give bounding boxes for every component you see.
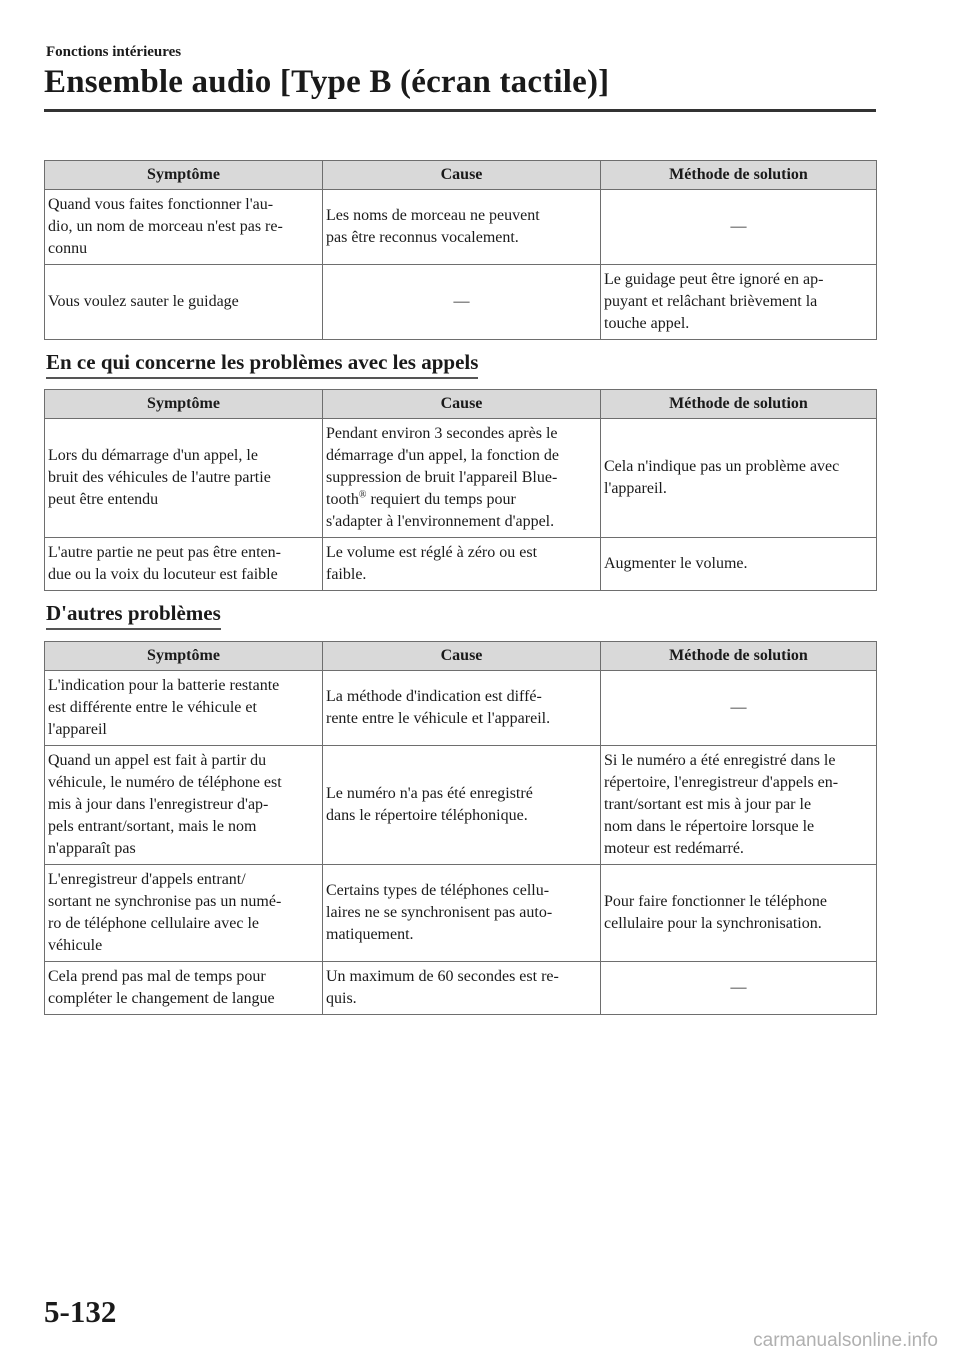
symptom-cell: Quand un appel est fait à partir du véhicule, le numéro de téléphone est mis à jour dans l'enregistreur d'ap- pels entrant/sortant, mais le nom n'apparaît pas — [45, 746, 323, 865]
title-rule — [44, 109, 876, 112]
cause-cell: Certains types de téléphones cellu- laires ne se synchronisent pas auto- matiquement. — [323, 865, 601, 962]
cause-cell: Un maximum de 60 secondes est re- quis. — [323, 962, 601, 1015]
symptom-cell: Lors du démarrage d'un appel, le bruit des véhicules de l'autre partie peut être entendu — [45, 419, 323, 538]
section-heading-other: D'autres problèmes — [46, 601, 221, 630]
table-row — [45, 671, 877, 746]
solution-cell: Pour faire fonctionner le téléphone cellulaire pour la synchronisation. — [601, 865, 877, 962]
table-header-row — [45, 642, 877, 671]
call-issues-table — [44, 389, 877, 591]
table-row — [45, 190, 877, 265]
column-header-cause: Cause — [323, 390, 601, 419]
solution-cell: Augmenter le volume. — [601, 538, 877, 591]
cause-cell: ― — [323, 265, 601, 340]
solution-cell: ― — [601, 671, 877, 746]
cause-cell: Les noms de morceau ne peuvent pas être reconnus vocalement. — [323, 190, 601, 265]
cause-cell: La méthode d'indication est diffé- rente entre le véhicule et l'appareil. — [323, 671, 601, 746]
solution-cell: Le guidage peut être ignoré en ap- puyant et relâchant brièvement la touche appel. — [601, 265, 877, 340]
symptom-cell: L'autre partie ne peut pas être enten- due ou la voix du locuteur est faible — [45, 538, 323, 591]
solution-cell: Si le numéro a été enregistré dans le répertoire, l'enregistreur d'appels en- trant/sortant est mis à jour par le nom dans le répertoire lorsque le moteur est redémarré. — [601, 746, 877, 865]
column-header-cause: Cause — [323, 642, 601, 671]
cause-cell: Le numéro n'a pas été enregistré dans le répertoire téléphonique. — [323, 746, 601, 865]
voice-issues-table — [44, 160, 877, 340]
section-heading-calls: En ce qui concerne les problèmes avec les appels — [46, 350, 478, 379]
column-header-solution: Méthode de solution — [601, 390, 877, 419]
table-row — [45, 746, 877, 865]
cause-cell — [323, 419, 601, 538]
column-header-symptom: Symptôme — [45, 390, 323, 419]
registered-mark: ® — [358, 489, 367, 501]
table-header-row — [45, 390, 877, 419]
table-row — [45, 265, 877, 340]
column-header-solution: Méthode de solution — [601, 642, 877, 671]
table-header-row — [45, 161, 877, 190]
cause-text-part: requiert du temps pour s'adapter à l'environnement d'appel. — [326, 491, 555, 530]
solution-cell: ― — [601, 190, 877, 265]
watermark: carmanualsonline.info — [753, 1330, 938, 1351]
page-title: Ensemble audio [Type B (écran tactile)] — [44, 64, 610, 100]
table-row — [45, 419, 877, 538]
column-header-solution: Méthode de solution — [601, 161, 877, 190]
table-row — [45, 865, 877, 962]
symptom-cell: Quand vous faites fonctionner l'au- dio, un nom de morceau n'est pas re- connu — [45, 190, 323, 265]
table-row — [45, 538, 877, 591]
section-label: Fonctions intérieures — [46, 44, 182, 60]
page-number: 5-132 — [44, 1294, 117, 1329]
cause-cell: Le volume est réglé à zéro ou est faible. — [323, 538, 601, 591]
cause-text-part: Pendant environ 3 secondes après le démarrage d'un appel, la fonction de suppression de bruit l'appareil Blue- tooth — [326, 425, 560, 508]
symptom-cell: L'enregistreur d'appels entrant/ sortant ne synchronise pas un numé- ro de téléphone cellulaire avec le véhicule — [45, 865, 323, 962]
column-header-symptom: Symptôme — [45, 642, 323, 671]
column-header-symptom: Symptôme — [45, 161, 323, 190]
table-row — [45, 962, 877, 1015]
symptom-cell: Cela prend pas mal de temps pour compléter le changement de langue — [45, 962, 323, 1015]
column-header-cause: Cause — [323, 161, 601, 190]
symptom-cell: Vous voulez sauter le guidage — [45, 265, 323, 340]
solution-cell: Cela n'indique pas un problème avec l'appareil. — [601, 419, 877, 538]
other-issues-table — [44, 641, 877, 1015]
symptom-cell: L'indication pour la batterie restante est différente entre le véhicule et l'appareil — [45, 671, 323, 746]
solution-cell: ― — [601, 962, 877, 1015]
